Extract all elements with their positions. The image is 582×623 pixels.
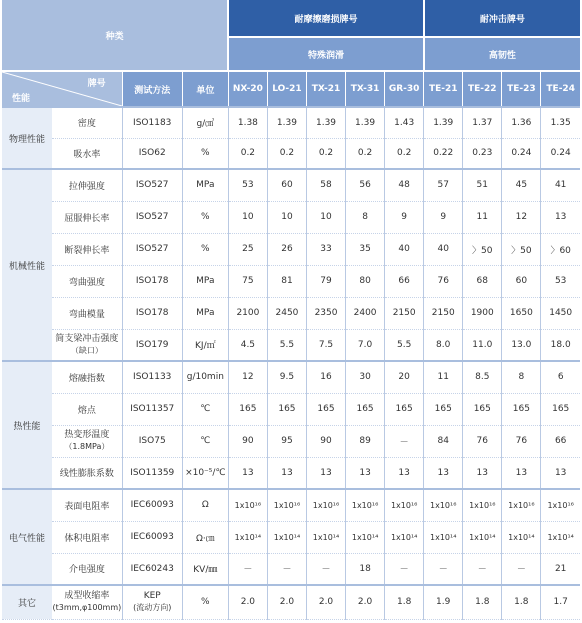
value-cell: 1x10¹⁴ [267, 521, 306, 553]
value-cell: 76 [502, 425, 541, 457]
value-cell: 80 [346, 265, 385, 297]
value-cell: 76 [463, 425, 502, 457]
unit: % [182, 233, 228, 265]
property-name-line: 体积电阻率 [64, 533, 110, 544]
property-name [52, 265, 122, 297]
value-cell: 1x10¹⁴ [306, 521, 345, 553]
unit: ℃ [182, 425, 228, 457]
test-method [122, 201, 182, 233]
value-cell: 1x10¹⁴ [385, 521, 424, 553]
value-cell: 13 [424, 457, 463, 489]
value-cell: 1x10¹⁴ [541, 521, 580, 553]
grade-header: TE-24 [541, 71, 580, 107]
table-row [2, 521, 580, 553]
unit: MPa [182, 265, 228, 297]
value-cell: 2.0 [267, 585, 306, 619]
unit: MPa [182, 169, 228, 201]
property-name [52, 138, 122, 169]
kind-label: 种类 [2, 0, 228, 71]
value-cell: 89 [346, 425, 385, 457]
test-method [122, 393, 182, 425]
table-row [2, 361, 580, 393]
value-cell: 11 [424, 361, 463, 393]
value-cell: 165 [502, 393, 541, 425]
table-row [2, 107, 580, 138]
category-label: 其它 [2, 585, 52, 619]
value-cell: 2150 [424, 297, 463, 329]
value-cell: 165 [346, 393, 385, 425]
value-cell: 1x10¹⁶ [346, 489, 385, 521]
property-name [52, 169, 122, 201]
property-name-line: 熔融指数 [68, 373, 105, 384]
test-method-note: (流动方向) [133, 603, 172, 613]
value-cell: 16 [306, 361, 345, 393]
unit: ℃ [182, 393, 228, 425]
value-cell: 1.37 [463, 107, 502, 138]
value-cell: 5.5 [267, 329, 306, 361]
table-header [2, 0, 580, 107]
value-cell: 0.23 [463, 138, 502, 169]
value-cell: 53 [228, 169, 267, 201]
value-cell: 2350 [306, 297, 345, 329]
test-method-line: IEC60093 [130, 500, 174, 511]
value-cell: 40 [385, 233, 424, 265]
property-name-line: 断裂伸长率 [64, 245, 110, 256]
property-name [52, 393, 122, 425]
unit: KJ/㎡ [182, 329, 228, 361]
test-method-line: ISO62 [138, 148, 166, 159]
value-cell: 21 [541, 553, 580, 585]
value-cell: 1x10¹⁶ [306, 489, 345, 521]
value-cell: 4.5 [228, 329, 267, 361]
value-cell: 40 [424, 233, 463, 265]
test-method-line: ISO179 [135, 339, 169, 350]
value-cell: 9 [424, 201, 463, 233]
value-cell: － [228, 553, 267, 585]
value-cell: 5.5 [385, 329, 424, 361]
grade-header: GR-30 [385, 71, 424, 107]
property-name [52, 585, 122, 619]
value-cell: 13.0 [502, 329, 541, 361]
value-cell: 1x10¹⁶ [463, 489, 502, 521]
value-cell: 0.2 [385, 138, 424, 169]
value-cell: 2.0 [306, 585, 345, 619]
value-cell: 13 [502, 457, 541, 489]
test-method-line: ISO1183 [133, 117, 172, 128]
value-cell: 1x10¹⁶ [541, 489, 580, 521]
value-cell: 13 [306, 457, 345, 489]
value-cell: － [463, 553, 502, 585]
table-row [2, 329, 580, 361]
value-cell: 165 [306, 393, 345, 425]
value-cell: 1.43 [385, 107, 424, 138]
value-cell: 1x10¹⁶ [228, 489, 267, 521]
value-cell: 1650 [502, 297, 541, 329]
unit: g/10min [182, 361, 228, 393]
value-cell: 10 [228, 201, 267, 233]
grade-label: 牌号 [87, 79, 106, 89]
value-cell: 7.5 [306, 329, 345, 361]
property-name [52, 457, 122, 489]
table-row [2, 265, 580, 297]
property-name [52, 107, 122, 138]
value-cell: 90 [228, 425, 267, 457]
value-cell: 90 [306, 425, 345, 457]
grade-header: TX-31 [346, 71, 385, 107]
property-name [52, 297, 122, 329]
property-name [52, 329, 122, 361]
value-cell: 165 [385, 393, 424, 425]
test-method-line: IEC60093 [130, 532, 174, 542]
value-cell: 0.2 [267, 138, 306, 169]
value-cell: 9.5 [267, 361, 306, 393]
value-cell: 2100 [228, 297, 267, 329]
value-cell: 1450 [541, 297, 580, 329]
value-cell: 30 [346, 361, 385, 393]
property-name-line: 热变形温度 [64, 430, 110, 440]
table-row [2, 425, 580, 457]
value-cell: 60 [267, 169, 306, 201]
value-cell: 84 [424, 425, 463, 457]
value-cell: 165 [541, 393, 580, 425]
value-cell: 2.0 [346, 585, 385, 619]
value-cell: 〉60 [541, 233, 580, 265]
value-cell: 1.39 [424, 107, 463, 138]
group-wear-label: 耐摩擦磨损牌号 [228, 0, 423, 37]
value-cell: 51 [463, 169, 502, 201]
value-cell: 76 [424, 265, 463, 297]
value-cell: 13 [346, 457, 385, 489]
value-cell: 75 [228, 265, 267, 297]
value-cell: 18.0 [541, 329, 580, 361]
test-method [122, 553, 182, 585]
test-method [122, 425, 182, 457]
test-method [122, 265, 182, 297]
value-cell: 0.2 [306, 138, 345, 169]
table-row [2, 393, 580, 425]
property-name [52, 201, 122, 233]
value-cell: 66 [541, 425, 580, 457]
property-name [52, 425, 122, 457]
value-cell: 1x10¹⁶ [502, 489, 541, 521]
table-row [2, 297, 580, 329]
value-cell: 1x10¹⁶ [385, 489, 424, 521]
value-cell: 1x10¹⁴ [463, 521, 502, 553]
category-label: 电气性能 [2, 489, 52, 585]
unit-header: 单位 [182, 71, 228, 107]
value-cell: － [267, 553, 306, 585]
grade-header: TE-23 [502, 71, 541, 107]
unit: % [182, 201, 228, 233]
test-method [122, 457, 182, 489]
property-name-line: 弯曲强度 [68, 277, 105, 288]
value-cell: 10 [306, 201, 345, 233]
group-wear-sublabel: 特殊润滑 [228, 37, 423, 71]
value-cell: 1.38 [228, 107, 267, 138]
test-method [122, 233, 182, 265]
value-cell: 2150 [385, 297, 424, 329]
group-impact-label: 耐冲击牌号 [424, 0, 580, 37]
value-cell: 1.9 [424, 585, 463, 619]
value-cell: 12 [502, 201, 541, 233]
unit: MPa [182, 297, 228, 329]
value-cell: 26 [267, 233, 306, 265]
value-cell: 48 [385, 169, 424, 201]
test-method [122, 521, 182, 553]
value-cell: 58 [306, 169, 345, 201]
value-cell: 33 [306, 233, 345, 265]
value-cell: 1x10¹⁶ [267, 489, 306, 521]
property-name [52, 361, 122, 393]
property-name [52, 489, 122, 521]
value-cell: 1.8 [385, 585, 424, 619]
value-cell: 〉50 [502, 233, 541, 265]
property-name [52, 233, 122, 265]
value-cell: 13 [228, 457, 267, 489]
value-cell: 2400 [346, 297, 385, 329]
property-name-line: 简支梁冲击强度 [55, 333, 119, 344]
value-cell: － [385, 425, 424, 457]
value-cell: 12 [228, 361, 267, 393]
value-cell: － [306, 553, 345, 585]
test-method-line: ISO178 [135, 276, 169, 286]
table-row [2, 233, 580, 265]
value-cell: 165 [267, 393, 306, 425]
performance-label: 性能 [12, 94, 31, 104]
table-row [2, 201, 580, 233]
property-name-line: 熔点 [77, 405, 96, 416]
value-cell: 45 [502, 169, 541, 201]
table-row [2, 169, 580, 201]
value-cell: 95 [267, 425, 306, 457]
test-method-line: ISO527 [135, 244, 169, 254]
value-cell: － [424, 553, 463, 585]
value-cell: 81 [267, 265, 306, 297]
value-cell: 60 [502, 265, 541, 297]
table-body [2, 107, 580, 619]
value-cell: 1900 [463, 297, 502, 329]
unit: Ω [182, 489, 228, 521]
value-cell: 2450 [267, 297, 306, 329]
unit: g/㎤ [182, 107, 228, 138]
value-cell: 0.2 [228, 138, 267, 169]
test-method-line: IEC60243 [130, 563, 174, 574]
property-name-line: 表面电阻率 [64, 501, 110, 512]
value-cell: 57 [424, 169, 463, 201]
value-cell: 1x10¹⁴ [346, 521, 385, 553]
value-cell: 1.35 [541, 107, 580, 138]
unit: ×10⁻⁵/℃ [182, 457, 228, 489]
value-cell: 2.0 [228, 585, 267, 619]
category-label: 物理性能 [2, 107, 52, 169]
test-method [122, 297, 182, 329]
value-cell: 1.36 [502, 107, 541, 138]
test-method [122, 107, 182, 138]
value-cell: 66 [385, 265, 424, 297]
table-row [2, 585, 580, 619]
value-cell: 13 [463, 457, 502, 489]
table-row [2, 138, 580, 169]
value-cell: 13 [267, 457, 306, 489]
value-cell: 165 [463, 393, 502, 425]
test-method-header: 测试方法 [122, 71, 182, 107]
value-cell: 8 [502, 361, 541, 393]
unit: % [182, 585, 228, 619]
test-method-line: ISO1133 [133, 372, 172, 383]
value-cell: 1x10¹⁴ [424, 521, 463, 553]
test-method-line: ISO11357 [130, 404, 175, 414]
test-method-line: ISO75 [138, 436, 166, 446]
value-cell: 79 [306, 265, 345, 297]
property-name-note: (t3mm,φ100mm) [52, 603, 122, 613]
property-name-line: 成型收缩率 [64, 591, 110, 602]
value-cell: 13 [541, 457, 580, 489]
property-name [52, 521, 122, 553]
value-cell: 1x10¹⁶ [424, 489, 463, 521]
value-cell: 13 [385, 457, 424, 489]
value-cell: － [502, 553, 541, 585]
property-name-line: 弯曲模量 [68, 309, 105, 320]
value-cell: 10 [267, 201, 306, 233]
value-cell: 13 [541, 201, 580, 233]
grade-header: LO-21 [267, 71, 306, 107]
value-cell: 165 [228, 393, 267, 425]
unit: Ω·㎝ [182, 521, 228, 553]
value-cell: 53 [541, 265, 580, 297]
value-cell: 1.39 [267, 107, 306, 138]
value-cell: 1.39 [346, 107, 385, 138]
value-cell: 1.8 [463, 585, 502, 619]
value-cell: 41 [541, 169, 580, 201]
value-cell: 11.0 [463, 329, 502, 361]
property-name-line: 吸水率 [73, 149, 101, 160]
unit: KV/㎜ [182, 553, 228, 585]
property-name [52, 553, 122, 585]
table-row [2, 553, 580, 585]
value-cell: 1x10¹⁴ [502, 521, 541, 553]
table-row [2, 489, 580, 521]
value-cell: 11 [463, 201, 502, 233]
property-name-line: 线性膨胀系数 [59, 469, 114, 480]
value-cell: 20 [385, 361, 424, 393]
test-method [122, 329, 182, 361]
test-method [122, 361, 182, 393]
value-cell: 165 [424, 393, 463, 425]
value-cell: 1.39 [306, 107, 345, 138]
value-cell: 1.7 [541, 585, 580, 619]
grade-header: NX-20 [228, 71, 267, 107]
test-method [122, 489, 182, 521]
value-cell: 0.24 [541, 138, 580, 169]
value-cell: 18 [346, 553, 385, 585]
test-method [122, 585, 182, 619]
value-cell: 68 [463, 265, 502, 297]
value-cell: 0.24 [502, 138, 541, 169]
value-cell: 〉50 [463, 233, 502, 265]
group-impact-sublabel: 高韧性 [424, 37, 580, 71]
test-method-line: KEP [143, 591, 161, 602]
value-cell: 7.0 [346, 329, 385, 361]
property-name-line: 屈服伸长率 [64, 213, 110, 224]
property-name-note: （缺口） [70, 345, 103, 355]
value-cell: 8.5 [463, 361, 502, 393]
value-cell: 35 [346, 233, 385, 265]
value-cell: 8.0 [424, 329, 463, 361]
test-method [122, 169, 182, 201]
property-name-line: 介电强度 [68, 565, 105, 576]
value-cell: 6 [541, 361, 580, 393]
test-method [122, 138, 182, 169]
property-name-note: （1.8MPa） [64, 442, 110, 451]
value-cell: 56 [346, 169, 385, 201]
grade-header: TE-22 [463, 71, 502, 107]
test-method-line: ISO527 [135, 212, 169, 222]
value-cell: 9 [385, 201, 424, 233]
value-cell: － [385, 553, 424, 585]
unit: % [182, 138, 228, 169]
test-method-line: ISO178 [135, 308, 169, 318]
value-cell: 8 [346, 201, 385, 233]
value-cell: 0.22 [424, 138, 463, 169]
grade-header: TE-21 [424, 71, 463, 107]
value-cell: 1x10¹⁴ [228, 521, 267, 553]
table-row [2, 457, 580, 489]
property-name-line: 拉伸强度 [68, 181, 105, 192]
value-cell: 1.8 [502, 585, 541, 619]
material-properties-table [2, 0, 580, 620]
test-method-line: ISO11359 [130, 467, 175, 478]
test-method-line: ISO527 [135, 180, 169, 191]
corner-header [2, 71, 122, 107]
value-cell: 0.2 [346, 138, 385, 169]
property-name-line: 密度 [77, 119, 96, 130]
value-cell: 25 [228, 233, 267, 265]
grade-header: TX-21 [306, 71, 345, 107]
category-label: 热性能 [2, 361, 52, 489]
category-label: 机械性能 [2, 169, 52, 361]
